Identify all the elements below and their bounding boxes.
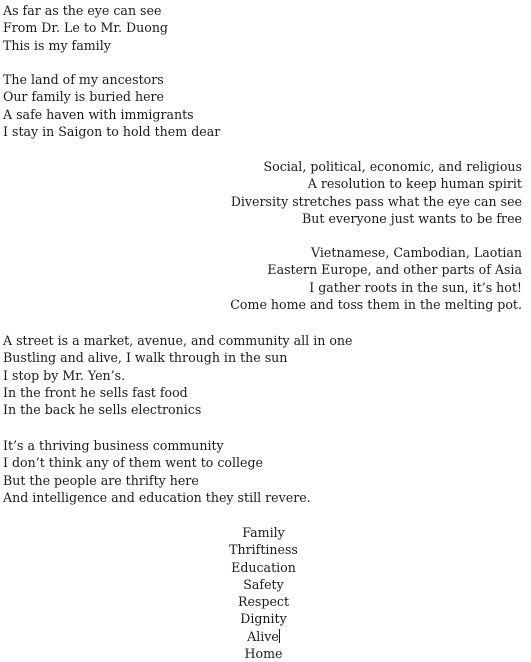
stanza-6: [3, 437, 527, 506]
stanza-5: [3, 332, 527, 418]
poem-line: The land of my ancestors: [3, 72, 164, 87]
poem-line: I stop by Mr. Yen’s.: [3, 367, 126, 383]
poem-line: But everyone just wants to be free: [302, 210, 522, 226]
poem-line: Vietnamese, Cambodian, Laotian: [311, 245, 522, 260]
stanza-2: [3, 71, 527, 140]
poem-line: But the people are thrifty here: [3, 472, 199, 488]
poem-line: Eastern Europe, and other parts of Asia: [267, 262, 522, 278]
poem-word: Alive: [247, 628, 279, 644]
poem-line: Family: [242, 525, 285, 540]
poem-line: I stay in Saigon to hold them dear: [3, 123, 221, 139]
poem-line: In the front he sells fast food: [3, 384, 188, 400]
poem-line: A street is a market, avenue, and community all in one: [3, 333, 353, 348]
poem-line: Come home and toss them in the melting pot.: [230, 296, 522, 312]
stanza-4: [0, 244, 522, 313]
stanza-3: [0, 158, 522, 227]
poem-line: Thriftiness: [229, 542, 298, 558]
poem-line: Diversity stretches pass what the eye can see: [230, 193, 522, 209]
poem-line: As far as the eye can see: [3, 3, 162, 18]
poem-line: Bustling and alive, I walk through in the sun: [3, 350, 288, 366]
poem-line-with-cursor: [0, 628, 527, 645]
poem-line: Home: [244, 646, 283, 662]
poem-line: I don’t think any of them went to college: [3, 455, 264, 471]
poem-line: And intelligence and education they still revere.: [3, 489, 311, 505]
poem-line: I gather roots in the sun, it’s hot!: [309, 279, 522, 295]
poem-line: In the back he sells electronics: [3, 402, 202, 418]
poem-line: A resolution to keep human spirit: [307, 176, 522, 192]
stanza-1: [3, 2, 527, 54]
poem-line: Our family is buried here: [3, 89, 165, 105]
poem-line: This is my family: [3, 37, 111, 53]
text-cursor: [279, 629, 280, 643]
poem-line: A safe haven with immigrants: [3, 106, 194, 122]
poem-line: From Dr. Le to Mr. Duong: [3, 20, 168, 36]
poem-line: Dignity: [240, 611, 287, 627]
poem-line: Safety: [243, 576, 284, 592]
poem-line: It’s a thriving business community: [3, 438, 224, 453]
poem-line: Social, political, economic, and religious: [263, 159, 522, 174]
poem-line: Education: [231, 559, 296, 575]
stanza-7: [0, 524, 527, 662]
poem-line: Respect: [237, 594, 290, 610]
